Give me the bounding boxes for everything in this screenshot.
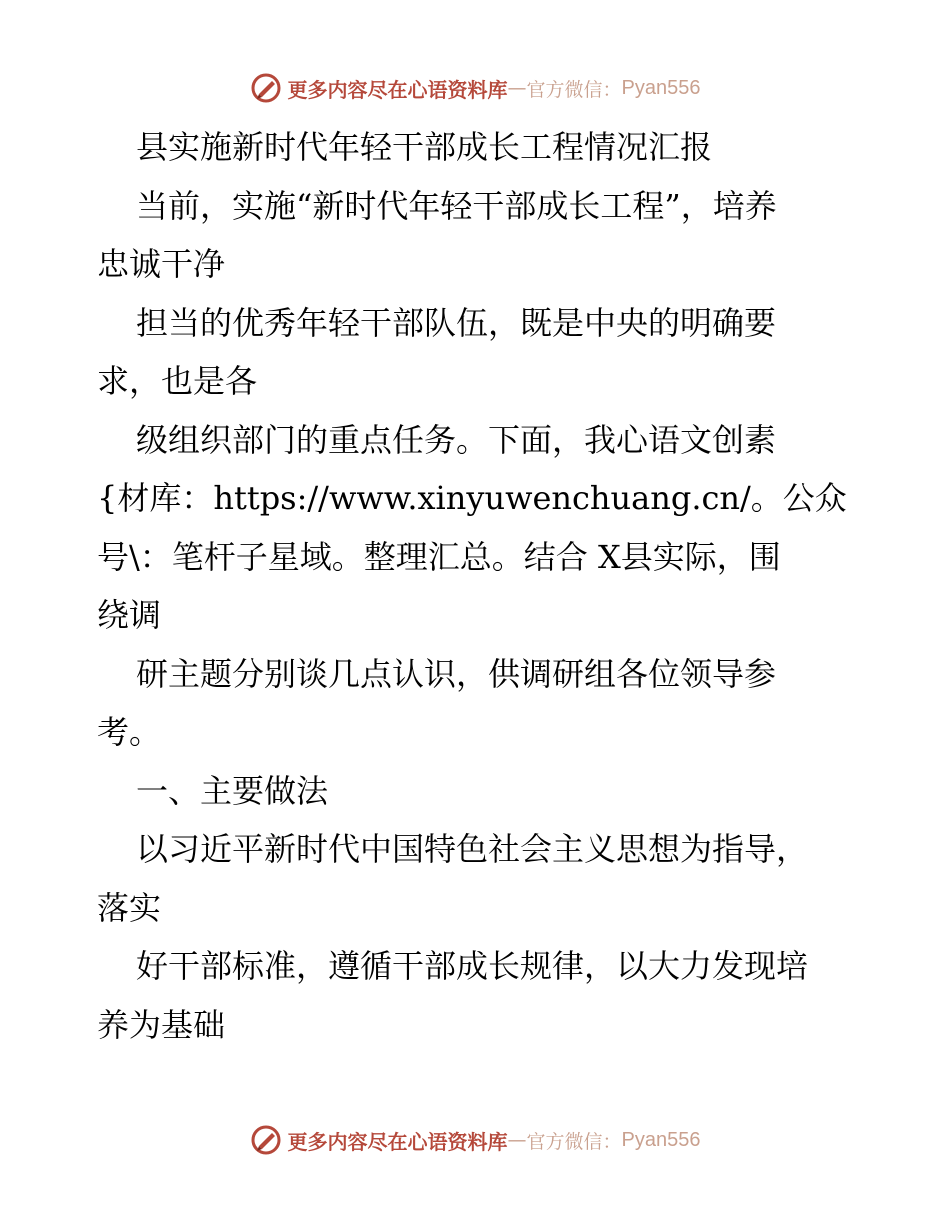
- banner-wechat-label: 官方微信：: [526, 1130, 622, 1153]
- text-line: 养为基础: [97, 1005, 226, 1044]
- document-body: [97, 118, 857, 1054]
- brand-logo-icon: [250, 72, 282, 104]
- banner-separator: —: [507, 77, 527, 99]
- section-heading: 一、主要做法: [136, 771, 329, 810]
- text-line: 级组织部门的重点任务。下面，我心语文创素: [136, 420, 777, 459]
- text-line: 落实: [97, 888, 162, 927]
- text-line: 好干部标准，遵循干部成长规律，以大力发现培: [136, 947, 809, 985]
- text-line: 号\：笔杆子星域。整理汇总。结合 X县实际，围: [97, 537, 781, 576]
- header-banner: [0, 68, 950, 108]
- banner-separator: —: [507, 1129, 527, 1151]
- text-line: 研主题分别谈几点认识，供调研组各位领导参: [136, 654, 777, 693]
- document-title: 县实施新时代年轻干部成长工程情况汇报: [136, 128, 713, 166]
- banner-text: 更多内容尽在心语资料库: [287, 1129, 508, 1154]
- text-line: 担当的优秀年轻干部队伍，既是中央的明确要: [136, 303, 777, 342]
- banner-wechat-id: Pyan556: [621, 76, 701, 99]
- text-line: 忠诚干净: [97, 245, 226, 283]
- banner-wechat-label: 官方微信：: [526, 78, 622, 101]
- banner-text: 更多内容尽在心语资料库: [287, 77, 508, 102]
- banner-wechat-id: Pyan556: [621, 1128, 701, 1151]
- footer-banner: [0, 1120, 950, 1160]
- text-line: 绕调: [97, 596, 162, 634]
- text-line: 求，也是各: [97, 362, 258, 400]
- text-line: 考。: [97, 713, 162, 751]
- brand-logo-icon: [250, 1124, 282, 1156]
- text-line: {材库：https://www.xinyuwenchuang.cn/。公众: [97, 479, 847, 517]
- text-line: 当前，实施“新时代年轻干部成长工程”，培养: [136, 186, 777, 225]
- text-line: 以习近平新时代中国特色社会主义思想为指导，: [136, 830, 809, 868]
